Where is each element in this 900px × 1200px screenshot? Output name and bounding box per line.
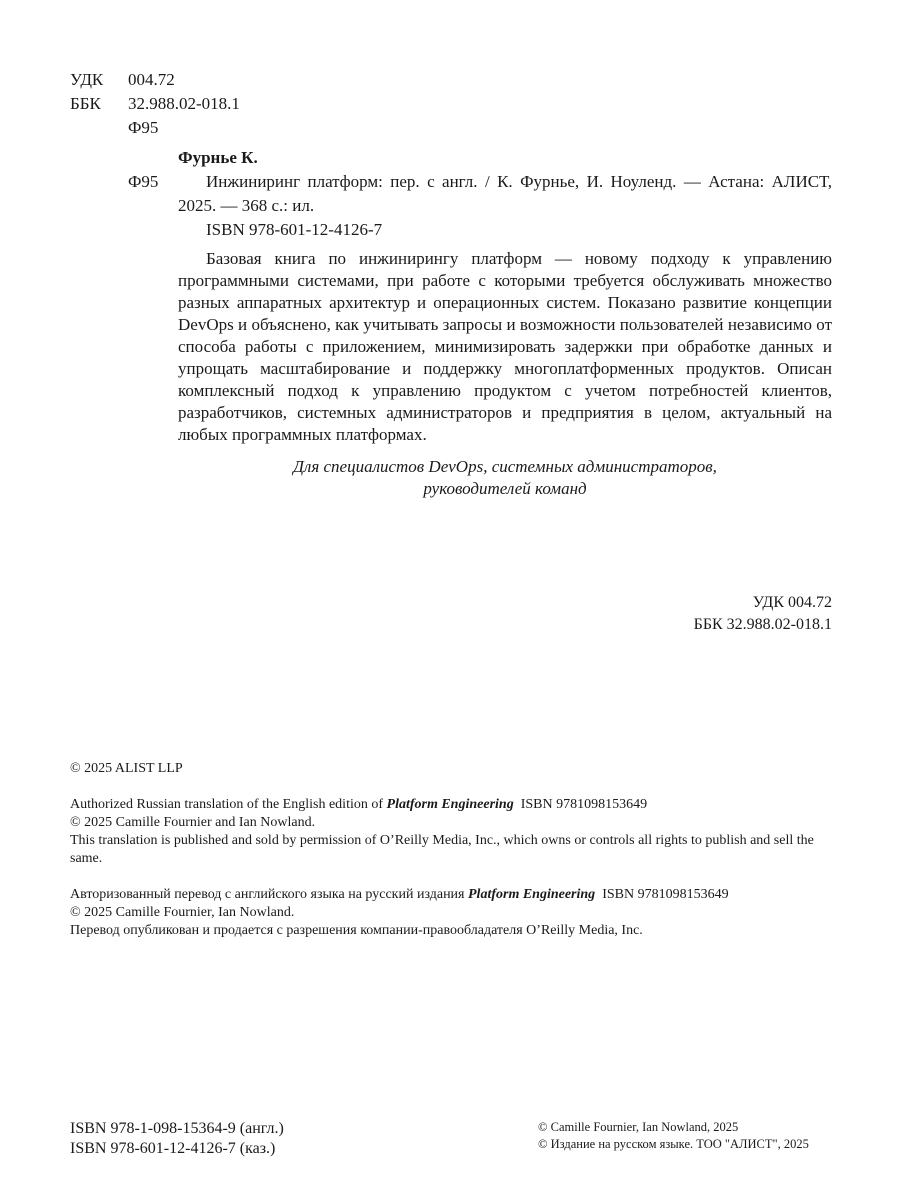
en-isbn: ISBN 9781098153649 [520, 797, 648, 812]
english-authorization [70, 796, 834, 814]
udk-footer: УДК 004.72 [752, 594, 832, 611]
udk-value: 004.72 [128, 70, 175, 89]
udk-label: УДК [70, 70, 104, 89]
bbk-footer: ББК 32.988.02-018.1 [693, 616, 832, 633]
entry-author-mark: Ф95 [128, 172, 159, 191]
russian-authorization [70, 886, 834, 904]
audience-line-2: руководителей команд [423, 479, 587, 498]
entry-author: Фурнье К. [178, 148, 258, 167]
rights-block [70, 760, 834, 940]
bbk-row [70, 92, 240, 116]
en-auth-prefix: Authorized Russian translation of the English edition of [70, 797, 384, 812]
copyright-edition: © Издание на русском языке. ТОО "АЛИСТ", 2025 [538, 1137, 809, 1151]
ru-auth-prefix: Авторизованный перевод с английского языка на русский издания [70, 887, 465, 902]
ru-copyright: © 2025 Camille Fournier, Ian Nowland. [70, 905, 295, 920]
isbn-english: ISBN 978-1-098-15364-9 (англ.) [70, 1120, 284, 1137]
isbn-russian: ISBN 978-601-12-4126-7 (каз.) [70, 1140, 276, 1157]
copyright-authors: © Camille Fournier, Ian Nowland, 2025 [538, 1120, 739, 1134]
audience-line-1: Для специалистов DevOps, системных администраторов, [293, 457, 717, 476]
entry-title-line: Инжиниринг платформ: пер. с англ. / К. Фурнье, И. Ноуленд. — Астана: АЛИСТ, 2025. — 368 с.: ил. [178, 172, 832, 215]
en-book-title: Platform Engineering [386, 797, 514, 812]
bbk-value: 32.988.02-018.1 [128, 94, 240, 113]
bbk-label: ББК [70, 94, 101, 113]
udk-row [70, 68, 240, 92]
en-copyright: © 2025 Camille Fournier and Ian Nowland. [70, 815, 316, 830]
target-audience [178, 456, 832, 500]
ru-isbn: ISBN 9781098153649 [602, 887, 729, 902]
isbn-list [70, 1119, 284, 1159]
catalog-header [70, 68, 240, 140]
book-abstract: Базовая книга по инжинирингу платформ — новому подходу к управлению программными системами, при работе с которыми требуется обслуживать множество разных аппаратных архитектур и операционных систем. Показано развитие концепции DevOps и объяснено, как учитывать запросы и возможности пользователей независимо от способа работы с приложением, минимизировать задержки при обработке данных и упрощать масштабирование и поддержку многоплатформенных продуктов. Описан комплексный подход к управлению продуктом с учетом потребностей клиентов, разработчиков, системных администраторов и предприятия в целом, актуальный на любых программных платформах. [178, 249, 832, 444]
ru-permission: Перевод опубликован и продается с разрешения компании-правообладателя O’Reilly Media, Inc. [70, 923, 643, 938]
copyright-notices [538, 1119, 809, 1153]
en-permission: This translation is published and sold by permission of O’Reilly Media, Inc., which owns or controls all rights to publish and sell the same. [70, 833, 814, 866]
entry-isbn: ISBN 978-601-12-4126-7 [206, 220, 383, 239]
catalog-footer [694, 592, 832, 636]
author-mark: Ф95 [128, 118, 159, 137]
ru-book-title: Platform Engineering [468, 887, 596, 902]
alist-copyright: © 2025 ALIST LLP [70, 761, 183, 776]
bibliographic-entry [70, 146, 832, 242]
